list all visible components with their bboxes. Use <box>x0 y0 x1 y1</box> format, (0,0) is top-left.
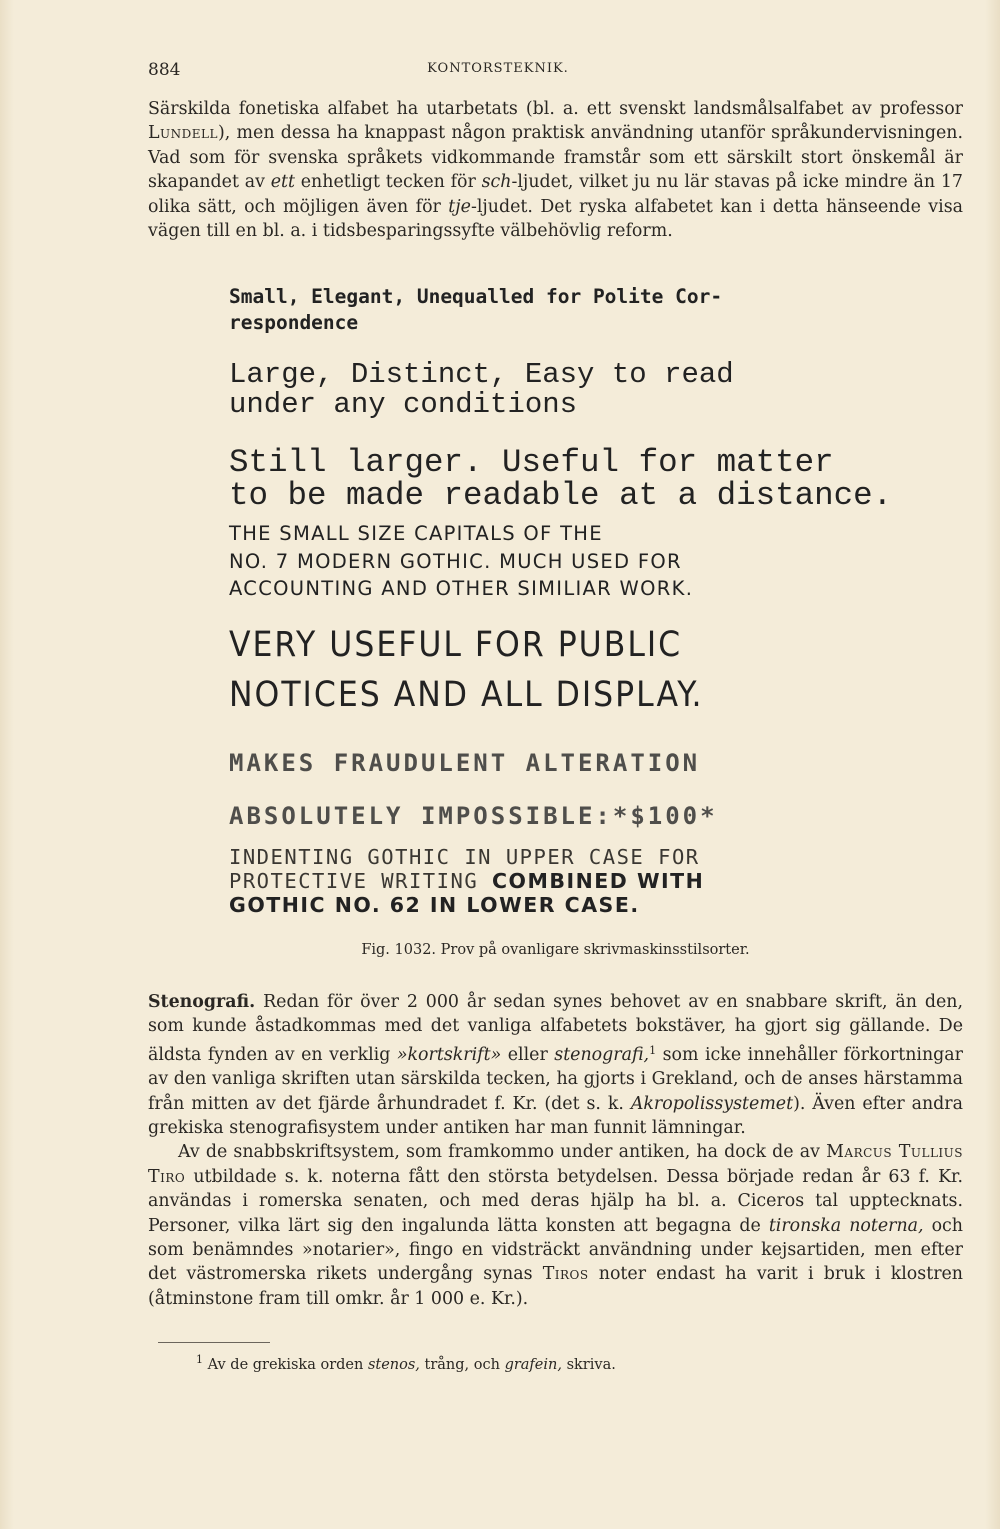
body-text-run: Av de snabbskriftsystem, som framkommo under antiken, ha dock de av <box>178 1142 827 1163</box>
specimen-public-notices <box>229 620 869 720</box>
specimen-line: NOTICES AND ALL DISPLAY. <box>229 675 704 715</box>
specimen-small-caps-gothic <box>229 520 869 603</box>
name-tiros: Tiros <box>542 1264 589 1285</box>
specimen-line: VERY USEFUL FOR PUBLIC <box>229 625 683 665</box>
specimen-large-distinct <box>229 360 869 420</box>
specimen-line: INDENTING GOTHIC IN UPPER CASE FOR <box>229 845 700 869</box>
specimen-still-larger <box>229 444 893 514</box>
figure-caption: Fig. 1032. Prov på ovanligare skrivmaskinsstilsorter. <box>361 942 750 958</box>
emphasis-sch: sch <box>481 172 512 193</box>
body-text-run: och som benämndes »notarier», fingo en vidsträckt användning under kejsartiden, men efter det västromerska rikets undergång synas <box>148 1215 963 1285</box>
specimen-line: MAKES FRAUDULENT ALTERATION <box>229 749 701 777</box>
body-text-run: ). Även efter andra grekiska stenografisystem under antiken har man funnit lämningar. <box>148 1093 963 1139</box>
specimen-line: Still larger. Useful for matter <box>229 444 834 481</box>
intro-text: -ljudet. Det ryska alfabetet kan i detta hänseende visa vägen till en bl. a. i tidsbesparingssyfte välbehövlig reform. <box>148 196 963 242</box>
emphasis-akropolissystemet: Akropolissystemet <box>630 1093 794 1114</box>
emphasis-ett: ett <box>270 172 295 193</box>
body-text-run: utbildade s. k. noterna fått den största betydelsen. Dessa började redan år 63 f. Kr. användas i romerska senaten, och med deras hjälp ha bl. a. Ciceros tal upptecknats. Personer, vilka lärt sig den ingalunda lätta konsten att begagna de <box>148 1166 963 1236</box>
footnote-text: skriva. <box>561 1357 616 1373</box>
specimen-line: NO. 7 MODERN GOTHIC. MUCH USED FOR <box>229 549 682 573</box>
section-heading-stenografi: Stenografi. <box>148 992 256 1012</box>
specimen-line-part: PROTECTIVE WRITING <box>229 869 492 893</box>
specimen-line: ACCOUNTING AND OTHER SIMILIAR WORK. <box>229 577 694 600</box>
name-marcus-tullius-tiro: Marcus Tullius Tiro <box>148 1142 963 1187</box>
specimen-line-part: COMBINED WITH <box>492 869 705 893</box>
intro-paragraph <box>148 97 963 243</box>
intro-text: enhetligt tecken för <box>294 172 482 193</box>
body-text-run: Redan för över 2 000 år sedan synes behovet av en snabbare skrift, än den, som kunde åstadkommas med det vanliga alfabetets bokstäver, ha gjort sig gällande. De äldsta fynden av en verklig <box>148 992 963 1065</box>
footnote <box>196 1350 616 1375</box>
specimen-line: under any conditions <box>229 388 578 421</box>
footnote-text: trång, och <box>419 1357 505 1373</box>
specimen-line: ABSOLUTELY IMPOSSIBLE:*$100* <box>229 802 718 830</box>
emphasis-tje: tje <box>448 196 471 217</box>
intro-text: Särskilda fonetiska alfabet ha utarbetats (bl. a. ett svenskt landsmålsalfabet av professor <box>148 99 963 119</box>
running-title: KONTORSTEKNIK. <box>427 61 569 76</box>
page-number: 884 <box>148 60 181 80</box>
name-lundell: Lundell <box>148 123 218 144</box>
emphasis-tironska-noterna: tironska noterna, <box>768 1215 924 1236</box>
emphasis-grafein: grafein, <box>504 1357 562 1373</box>
specimen-small-elegant <box>229 284 869 336</box>
emphasis-stenos: stenos, <box>367 1357 420 1373</box>
footnote-rule <box>158 1342 270 1343</box>
footnote-text: Av de grekiska orden <box>203 1357 368 1373</box>
specimen-line: respondence <box>229 311 359 334</box>
intro-text: -ljudet, vilket ju nu lär stavas på icke mindre än 17 olika sätt, och möjligen även för <box>148 172 963 217</box>
footnote-reference: 1 <box>649 1043 657 1057</box>
body-text-run: noter endast ha varit i bruk i klostren (åtminstone fram till omkr. år 1 000 e. Kr.). <box>148 1264 963 1309</box>
body-text-run: eller <box>501 1044 555 1065</box>
body-text <box>148 990 963 1311</box>
specimen-indenting-gothic <box>229 845 869 917</box>
intro-text: ), men dessa ha knappast någon praktisk användning utanför språkundervisningen. Vad som för svenska språkets vidkommande framstår som ett särskilt stort önskemål är skapandet av <box>148 123 963 193</box>
footnote-mark: 1 <box>196 1353 203 1366</box>
specimen-line: to be made readable at a distance. <box>229 477 893 514</box>
specimen-protective-dotted <box>229 737 869 843</box>
page-header <box>148 60 848 84</box>
specimen-line: THE SMALL SIZE CAPITALS OF THE <box>229 522 603 545</box>
body-text-run: som icke innehåller förkortningar av den vanliga skriften utan särskilda tecken, ha gjorts i Grekland, och de anses härstamma från mitten av det fjärde århundradet f. Kr. (det s. k. <box>148 1044 963 1114</box>
specimen-line: GOTHIC NO. 62 IN LOWER CASE. <box>229 893 640 917</box>
emphasis-kortskrift: »kortskrift» <box>396 1044 502 1065</box>
specimen-line: Large, Distinct, Easy to read <box>229 358 734 391</box>
specimen-line: Small, Elegant, Unequalled for Polite Cor- <box>229 285 723 308</box>
emphasis-stenografi: stenografi, <box>554 1044 650 1065</box>
